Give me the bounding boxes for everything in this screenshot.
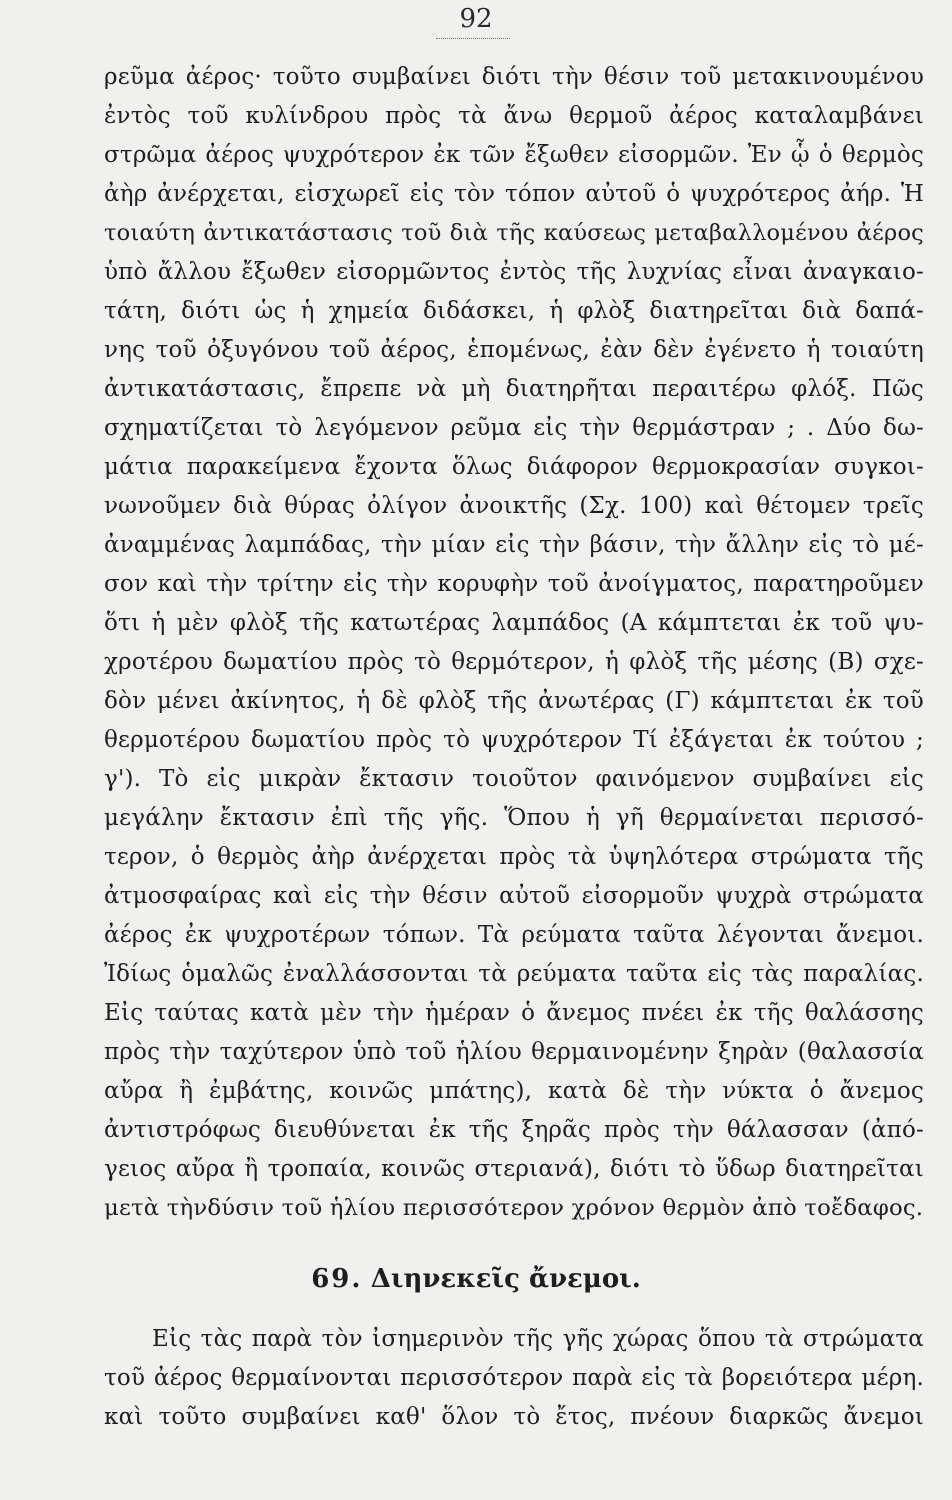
text-line: καὶ τοῦτο συμβαίνει καθ' ὅλον τὸ ἔτος, πνέουν διαρκῶς ἄνεμοι [104, 1404, 924, 1430]
section-title: Διηνεκεῖς ἄνεμοι. [370, 1264, 641, 1294]
text-line: τοιαύτη ἀντικατάστασις τοῦ διὰ τῆς καύσεως μεταβαλλομένου ἀέρος [104, 220, 924, 246]
text-line: γ'). Τὸ εἰς μικρὰν ἔκτασιν τοιοῦτον φαινόμενον συμβαίνει εἰς [104, 766, 924, 792]
text-line: χροτέρου δωματίου πρὸς τὸ θερμότερον, ἡ φλὸξ τῆς μέσης (Β) σχε- [104, 649, 924, 675]
text-line: γειος αὔρα ἢ τροπαία, κοινῶς στεριανά), διότι τὸ ὕδωρ διατηρεῖται [104, 1156, 924, 1182]
text-line: ὅτι ἡ μὲν φλὸξ τῆς κατωτέρας λαμπάδος (Α κάμπτεται ἐκ τοῦ ψυ- [104, 610, 924, 636]
text-line: νης τοῦ ὀξυγόνου τοῦ ἀέρος, ἑπομένως, ἐὰν δὲν ἐγένετο ἡ τοιαύτη [104, 337, 924, 363]
text-line: αὔρα ἢ ἐμβάτης, κοινῶς μπάτης), κατὰ δὲ τὴν νύκτα ὁ ἄνεμος [104, 1078, 924, 1104]
text-line: Εἰς τὰς παρὰ τὸν ἰσημερινὸν τῆς γῆς χώρας ὅπου τὰ στρώματα [152, 1326, 924, 1352]
paragraph-1 [104, 58, 924, 1228]
page-number: 92 [459, 4, 493, 34]
text-line: ἀὴρ ἀνέρχεται, εἰσχωρεῖ εἰς τὸν τόπον αὐτοῦ ὁ ψυχρότερος ἀήρ. Ἡ [104, 181, 924, 207]
text-line: Εἰς ταύτας κατὰ μὲν τὴν ἡμέραν ὁ ἄνεμος πνέει ἐκ τῆς θαλάσσης [104, 1000, 924, 1026]
text-line: ὑπὸ ἄλλου ἔξωθεν εἰσορμῶντος ἐντὸς τῆς λυχνίας εἶναι ἀναγκαιο- [104, 259, 924, 285]
text-line: μετὰ τὴνδύσιν τοῦ ἡλίου περισσότερον χρόνον θερμὸν ἀπὸ τοἔδαφος. [104, 1195, 924, 1221]
section-heading [0, 1262, 952, 1296]
text-line: ἀντιστρόφως διευθύνεται ἐκ τῆς ξηρᾶς πρὸς τὴν θάλασσαν (ἀπό- [104, 1117, 924, 1143]
page-number-rule [436, 38, 510, 39]
text-line: ἐντὸς τοῦ κυλίνδρου πρὸς τὰ ἄνω θερμοῦ ἀέρος καταλαμβάνει [104, 103, 924, 129]
text-line: θερμοτέρου δωματίου πρὸς τὸ ψυχρότερον Τί ἐξάγεται ἐκ τούτου ; [104, 727, 924, 753]
text-line: στρῶμα ἀέρος ψυχρότερον ἐκ τῶν ἔξωθεν εἰσορμῶν. Ἐν ᾧ ὁ θερμὸς [104, 142, 924, 168]
text-line: ἀναμμένας λαμπάδας, τὴν μίαν εἰς τὴν βάσιν, τὴν ἄλλην εἰς τὸ μέ- [104, 532, 924, 558]
text-line: τοῦ ἀέρος θερμαίνονται περισσότερον παρὰ εἰς τὰ βορειότερα μέρη. [104, 1365, 924, 1391]
text-line: ἀτμοσφαίρας καὶ εἰς τὴν θέσιν αὐτοῦ εἰσορμοῦν ψυχρὰ στρώματα [104, 883, 924, 909]
text-line: ἀέρος ἐκ ψυχροτέρων τόπων. Τὰ ρεύματα ταῦτα λέγονται ἄνεμοι. [104, 922, 924, 948]
text-line: σον καὶ τὴν τρίτην εἰς τὴν κορυφὴν τοῦ ἀνοίγματος, παρατηροῦμεν [104, 571, 924, 597]
text-line: ἀντικατάστασις, ἔπρεπε νὰ μὴ διατηρῆται περαιτέρω φλόξ. Πῶς [104, 376, 924, 402]
text-line: σχηματίζεται τὸ λεγόμενον ρεῦμα εἰς τὴν θερμάστραν ; . Δύο δω- [104, 415, 924, 441]
text-line: νωνοῦμεν διὰ θύρας ὀλίγον ἀνοικτῆς (Σχ. 100) καὶ θέτομεν τρεῖς [104, 493, 924, 519]
paragraph-2 [104, 1320, 924, 1437]
text-line: δὸν μένει ἀκίνητος, ἡ δὲ φλὸξ τῆς ἀνωτέρας (Γ) κάμπτεται ἐκ τοῦ [104, 688, 924, 714]
text-line: ρεῦμα ἀέρος· τοῦτο συμβαίνει διότι τὴν θέσιν τοῦ μετακινουμένου [104, 64, 924, 90]
text-line: τερον, ὁ θερμὸς ἀὴρ ἀνέρχεται πρὸς τὰ ὑψηλότερα στρώματα τῆς [104, 844, 924, 870]
section-number: 69. [311, 1264, 363, 1294]
text-line: τάτη, διότι ὡς ἡ χημεία διδάσκει, ἡ φλὸξ διατηρεῖται διὰ δαπά- [104, 298, 924, 324]
text-line: μάτια παρακείμενα ἔχοντα ὅλως διάφορον θερμοκρασίαν συγκοι- [104, 454, 924, 480]
text-line: πρὸς τὴν ταχύτερον ὑπὸ τοῦ ἡλίου θερμαινομένην ξηρὰν (θαλασσία [104, 1039, 924, 1065]
text-line: Ἰδίως ὁμαλῶς ἐναλλάσσονται τὰ ρεύματα ταῦτα εἰς τὰς παραλίας. [104, 961, 924, 987]
text-line: μεγάλην ἔκτασιν ἐπὶ τῆς γῆς. Ὅπου ἡ γῆ θερμαίνεται περισσό- [104, 805, 924, 831]
